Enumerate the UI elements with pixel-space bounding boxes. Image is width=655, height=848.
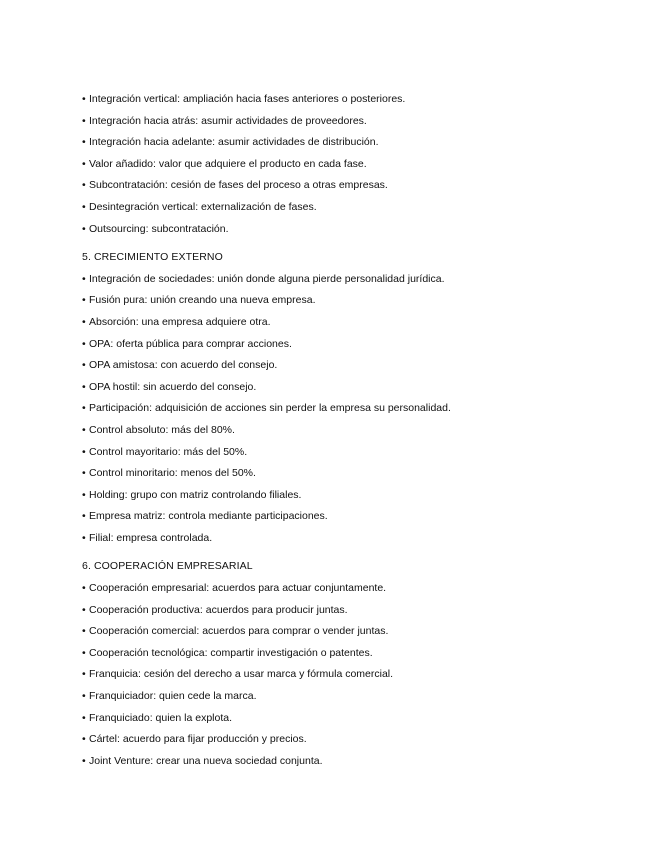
list-item: • Joint Venture: crear una nueva sociedad conjunta. xyxy=(82,751,602,773)
bullet-icon: • xyxy=(82,690,86,703)
list-item: • Outsourcing: subcontratación. xyxy=(82,219,602,241)
bullet-icon: • xyxy=(82,136,86,149)
list-item: • Fusión pura: unión creando una nueva empresa. xyxy=(82,290,602,312)
list-item: • Desintegración vertical: externalización de fases. xyxy=(82,197,602,219)
bullet-icon: • xyxy=(82,646,86,659)
bullet-icon: • xyxy=(82,93,86,105)
list-item: • Holding: grupo con matriz controlando filiales. xyxy=(82,485,602,507)
bullet-icon: • xyxy=(82,359,86,372)
list-item: • OPA amistosa: con acuerdo del consejo. xyxy=(82,355,602,377)
list-item: • OPA hostil: sin acuerdo del consejo. xyxy=(82,377,602,399)
bullet-icon: • xyxy=(82,488,86,501)
list-item: • Subcontratación: cesión de fases del proceso a otras empresas. xyxy=(82,175,602,197)
list-item: • Control absoluto: más del 80%. xyxy=(82,420,602,442)
list-item: • Franquiciado: quien la explota. xyxy=(82,708,602,730)
bullet-icon: • xyxy=(82,157,86,170)
bullet-icon: • xyxy=(82,668,86,681)
list-item: • Cooperación productiva: acuerdos para producir juntas. xyxy=(82,600,602,622)
list-item: • Cooperación comercial: acuerdos para comprar o vender juntas. xyxy=(82,621,602,643)
bullet-icon: • xyxy=(82,402,86,415)
bullet-icon: • xyxy=(82,531,86,544)
list-item: • Filial: empresa controlada. xyxy=(82,528,602,550)
bullet-icon: • xyxy=(82,114,86,127)
list-item: • Integración hacia atrás: asumir actividades de proveedores. xyxy=(82,111,602,133)
bullet-icon: • xyxy=(82,222,86,235)
bullet-icon: • xyxy=(82,200,86,213)
bullet-icon: • xyxy=(82,179,86,192)
section-heading: 6. COOPERACIÓN EMPRESARIAL xyxy=(82,560,253,573)
list-item: • Control mayoritario: más del 50%. xyxy=(82,442,602,464)
list-item: • Integración de sociedades: unión donde alguna pierde personalidad jurídica. xyxy=(82,269,602,291)
bullet-icon: • xyxy=(82,445,86,458)
list-item: • OPA: oferta pública para comprar acciones. xyxy=(82,334,602,356)
bullet-icon: • xyxy=(82,272,86,285)
list-item: • Integración hacia adelante: asumir actividades de distribución. xyxy=(82,132,602,154)
list-item: • Empresa matriz: controla mediante participaciones. xyxy=(82,506,602,528)
list-item: • Cártel: acuerdo para fijar producción y precios. xyxy=(82,729,602,751)
section-vertical-integration xyxy=(82,89,602,240)
list-item: • Franquiciador: quien cede la marca. xyxy=(82,686,602,708)
list-item: • Cooperación empresarial: acuerdos para actuar conjuntamente. xyxy=(82,578,602,600)
document-body xyxy=(82,89,602,772)
bullet-icon: • xyxy=(82,582,86,595)
bullet-icon: • xyxy=(82,625,86,638)
bullet-icon: • xyxy=(82,423,86,436)
section-business-cooperation xyxy=(82,556,602,772)
list-item: • Integración vertical: ampliación hacia fases anteriores o posteriores. xyxy=(82,89,602,111)
bullet-icon: • xyxy=(82,603,86,616)
list-item: • Participación: adquisición de acciones sin perder la empresa su personalidad. xyxy=(82,398,602,420)
list-item: • Valor añadido: valor que adquiere el producto en cada fase. xyxy=(82,154,602,176)
list-item: • Franquicia: cesión del derecho a usar marca y fórmula comercial. xyxy=(82,664,602,686)
list-item: • Absorción: una empresa adquiere otra. xyxy=(82,312,602,334)
bullet-icon: • xyxy=(82,380,86,393)
bullet-icon: • xyxy=(82,315,86,328)
section-heading: 5. CRECIMIENTO EXTERNO xyxy=(82,251,223,264)
section-external-growth xyxy=(82,247,602,549)
bullet-icon: • xyxy=(82,711,86,724)
bullet-icon: • xyxy=(82,467,86,480)
bullet-icon: • xyxy=(82,510,86,523)
bullet-icon: • xyxy=(82,294,86,307)
bullet-icon: • xyxy=(82,754,86,767)
bullet-icon: • xyxy=(82,733,86,746)
bullet-icon: • xyxy=(82,337,86,350)
list-item: • Cooperación tecnológica: compartir investigación o patentes. xyxy=(82,643,602,665)
list-item: • Control minoritario: menos del 50%. xyxy=(82,463,602,485)
